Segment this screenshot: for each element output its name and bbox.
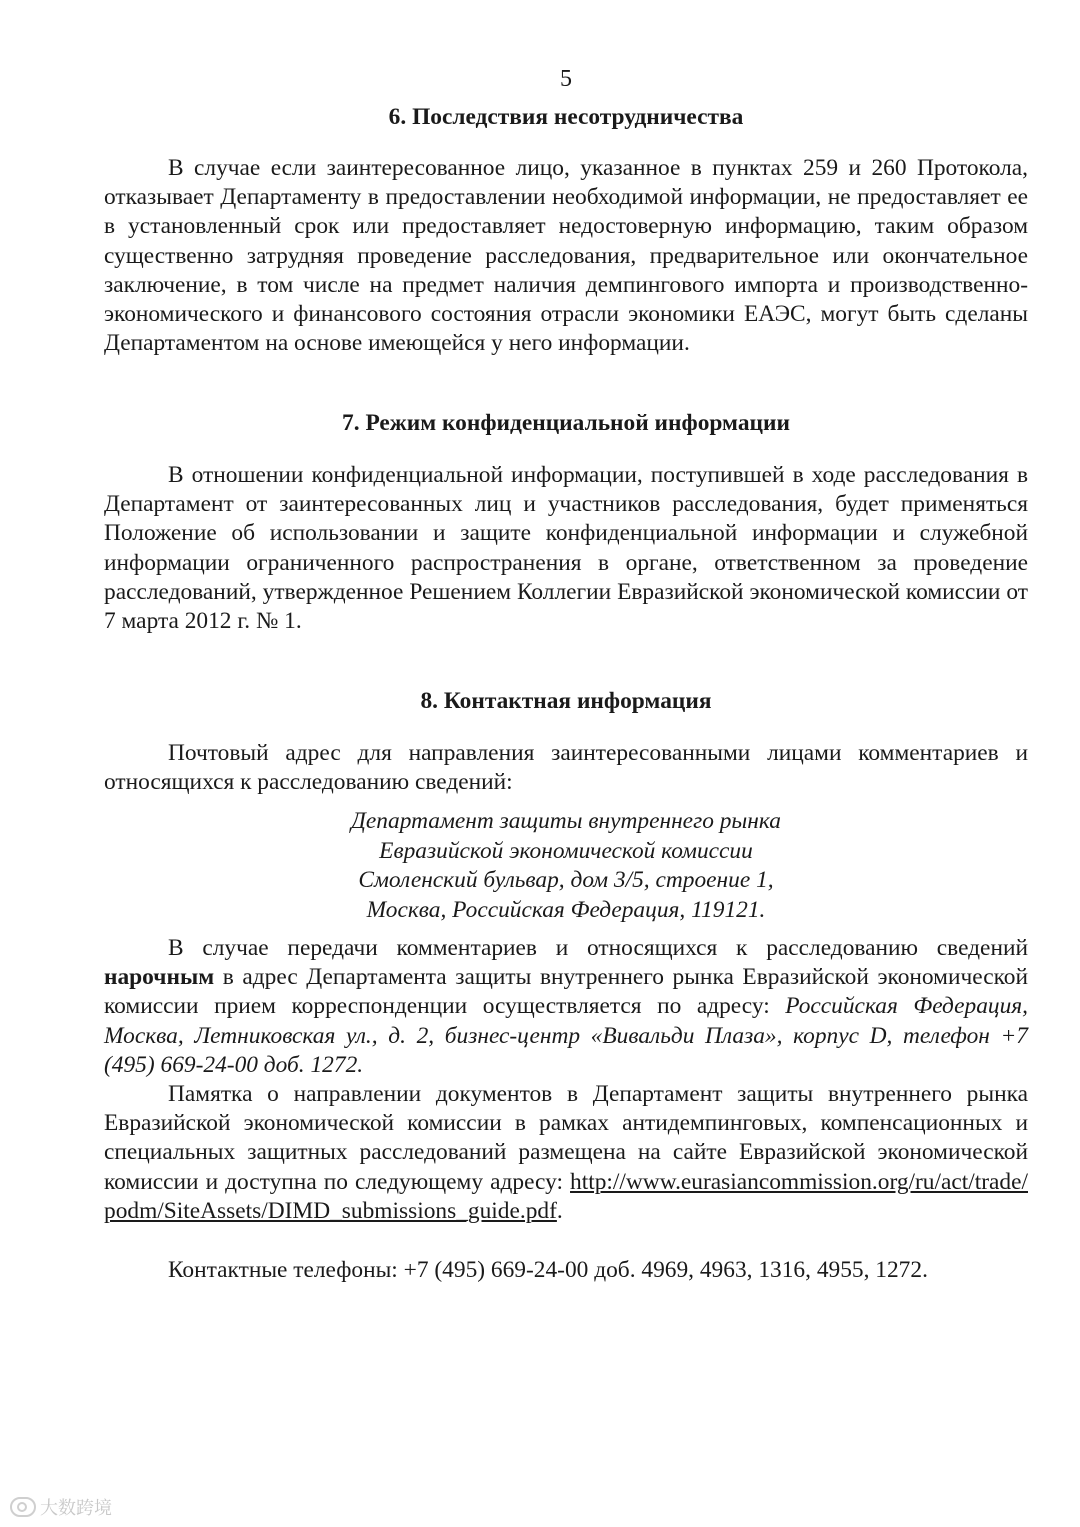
courier-address: Российская Федерация, Москва, Летниковская ул., д. 2, бизнес-центр «Вивальди Плаза», корпус D, телефон +7 (495) 669-24-00 доб. 1272. <box>104 993 1029 1078</box>
memo-link-end: . <box>556 1197 563 1224</box>
watermark-logo-icon <box>10 1497 36 1517</box>
watermark <box>10 1494 112 1520</box>
section-7-text: В отношении конфиденциальной информации, поступившей в ходе расследования в Департамент от заинтересованных лиц и участников расследования, будет применяться Положение об использовании и защите конфиденциальной информации и служебной информации ограниченного распространения в органе, ответственном за проведение расследований, утвержденное Решением Коллегии Евразийской экономической комиссии от 7 марта 2012 г. № 1. <box>104 462 1028 635</box>
address-line: Москва, Российская Федерация, 119121. <box>366 896 766 923</box>
section-6-text: В случае если заинтересованное лицо, указанное в пунктах 259 и 260 Протокола, отказывает Департаменту в предоставлении необходимой информации, не предоставляет ее в установленный срок или предоставляет недостоверную информацию, таким образом существенно затрудняя проведение расследования, предварительное или окончательное заключение, в том числе на предмет наличия демпингового импорта и производственно-экономического и финансового состояния отрасли экономики ЕАЭС, могут быть сделаны Департаментом на основе имеющейся у него информации. <box>104 155 1028 357</box>
section-6-heading: 6. Последствия несотрудничества <box>388 104 744 130</box>
memo-paragraph <box>104 1080 1028 1226</box>
address-line: Департамент защиты внутреннего рынка <box>351 808 781 834</box>
contact-phones: Контактные телефоны: +7 (495) 669-24-00 доб. 4969, 4963, 1316, 4955, 1272. <box>168 1257 928 1283</box>
address-line: Смоленский бульвар, дом 3/5, строение 1, <box>358 867 774 894</box>
memo-link[interactable]: http://www.eurasiancommission.org/ru/act/trade/podm/SiteAssets/DIMD_submissions_guide.pdf <box>104 1168 1028 1224</box>
courier-text-middle: в адрес Департамента защиты внутреннего рынка Евразийской экономической комиссии прием корреспонденции осуществляется по адресу: <box>104 964 1028 1020</box>
postal-address <box>104 807 1028 925</box>
address-line: Евразийской экономической комиссии <box>379 837 753 864</box>
watermark-text: 大数跨境 <box>40 1498 112 1519</box>
section-7-heading: 7. Режим конфиденциальной информации <box>342 410 790 436</box>
page-number: 5 <box>560 66 572 92</box>
contact-intro: Почтовый адрес для направления заинтересованными лицами комментариев и относящихся к расследованию сведений: <box>104 740 1028 796</box>
courier-paragraph <box>104 934 1028 1080</box>
courier-text-start: В случае передачи комментариев и относящихся к расследованию сведений <box>168 935 1028 961</box>
courier-emphasis: нарочным <box>104 964 215 991</box>
memo-text: Памятка о направлении документов в Департамент защиты внутреннего рынка Евразийской экономической комиссии в рамках антидемпинговых, компенсационных и специальных защитных расследований размещена на сайте Евразийской экономической комиссии и доступна по следующему адресу: <box>104 1081 1028 1195</box>
section-8-heading: 8. Контактная информация <box>420 688 712 714</box>
